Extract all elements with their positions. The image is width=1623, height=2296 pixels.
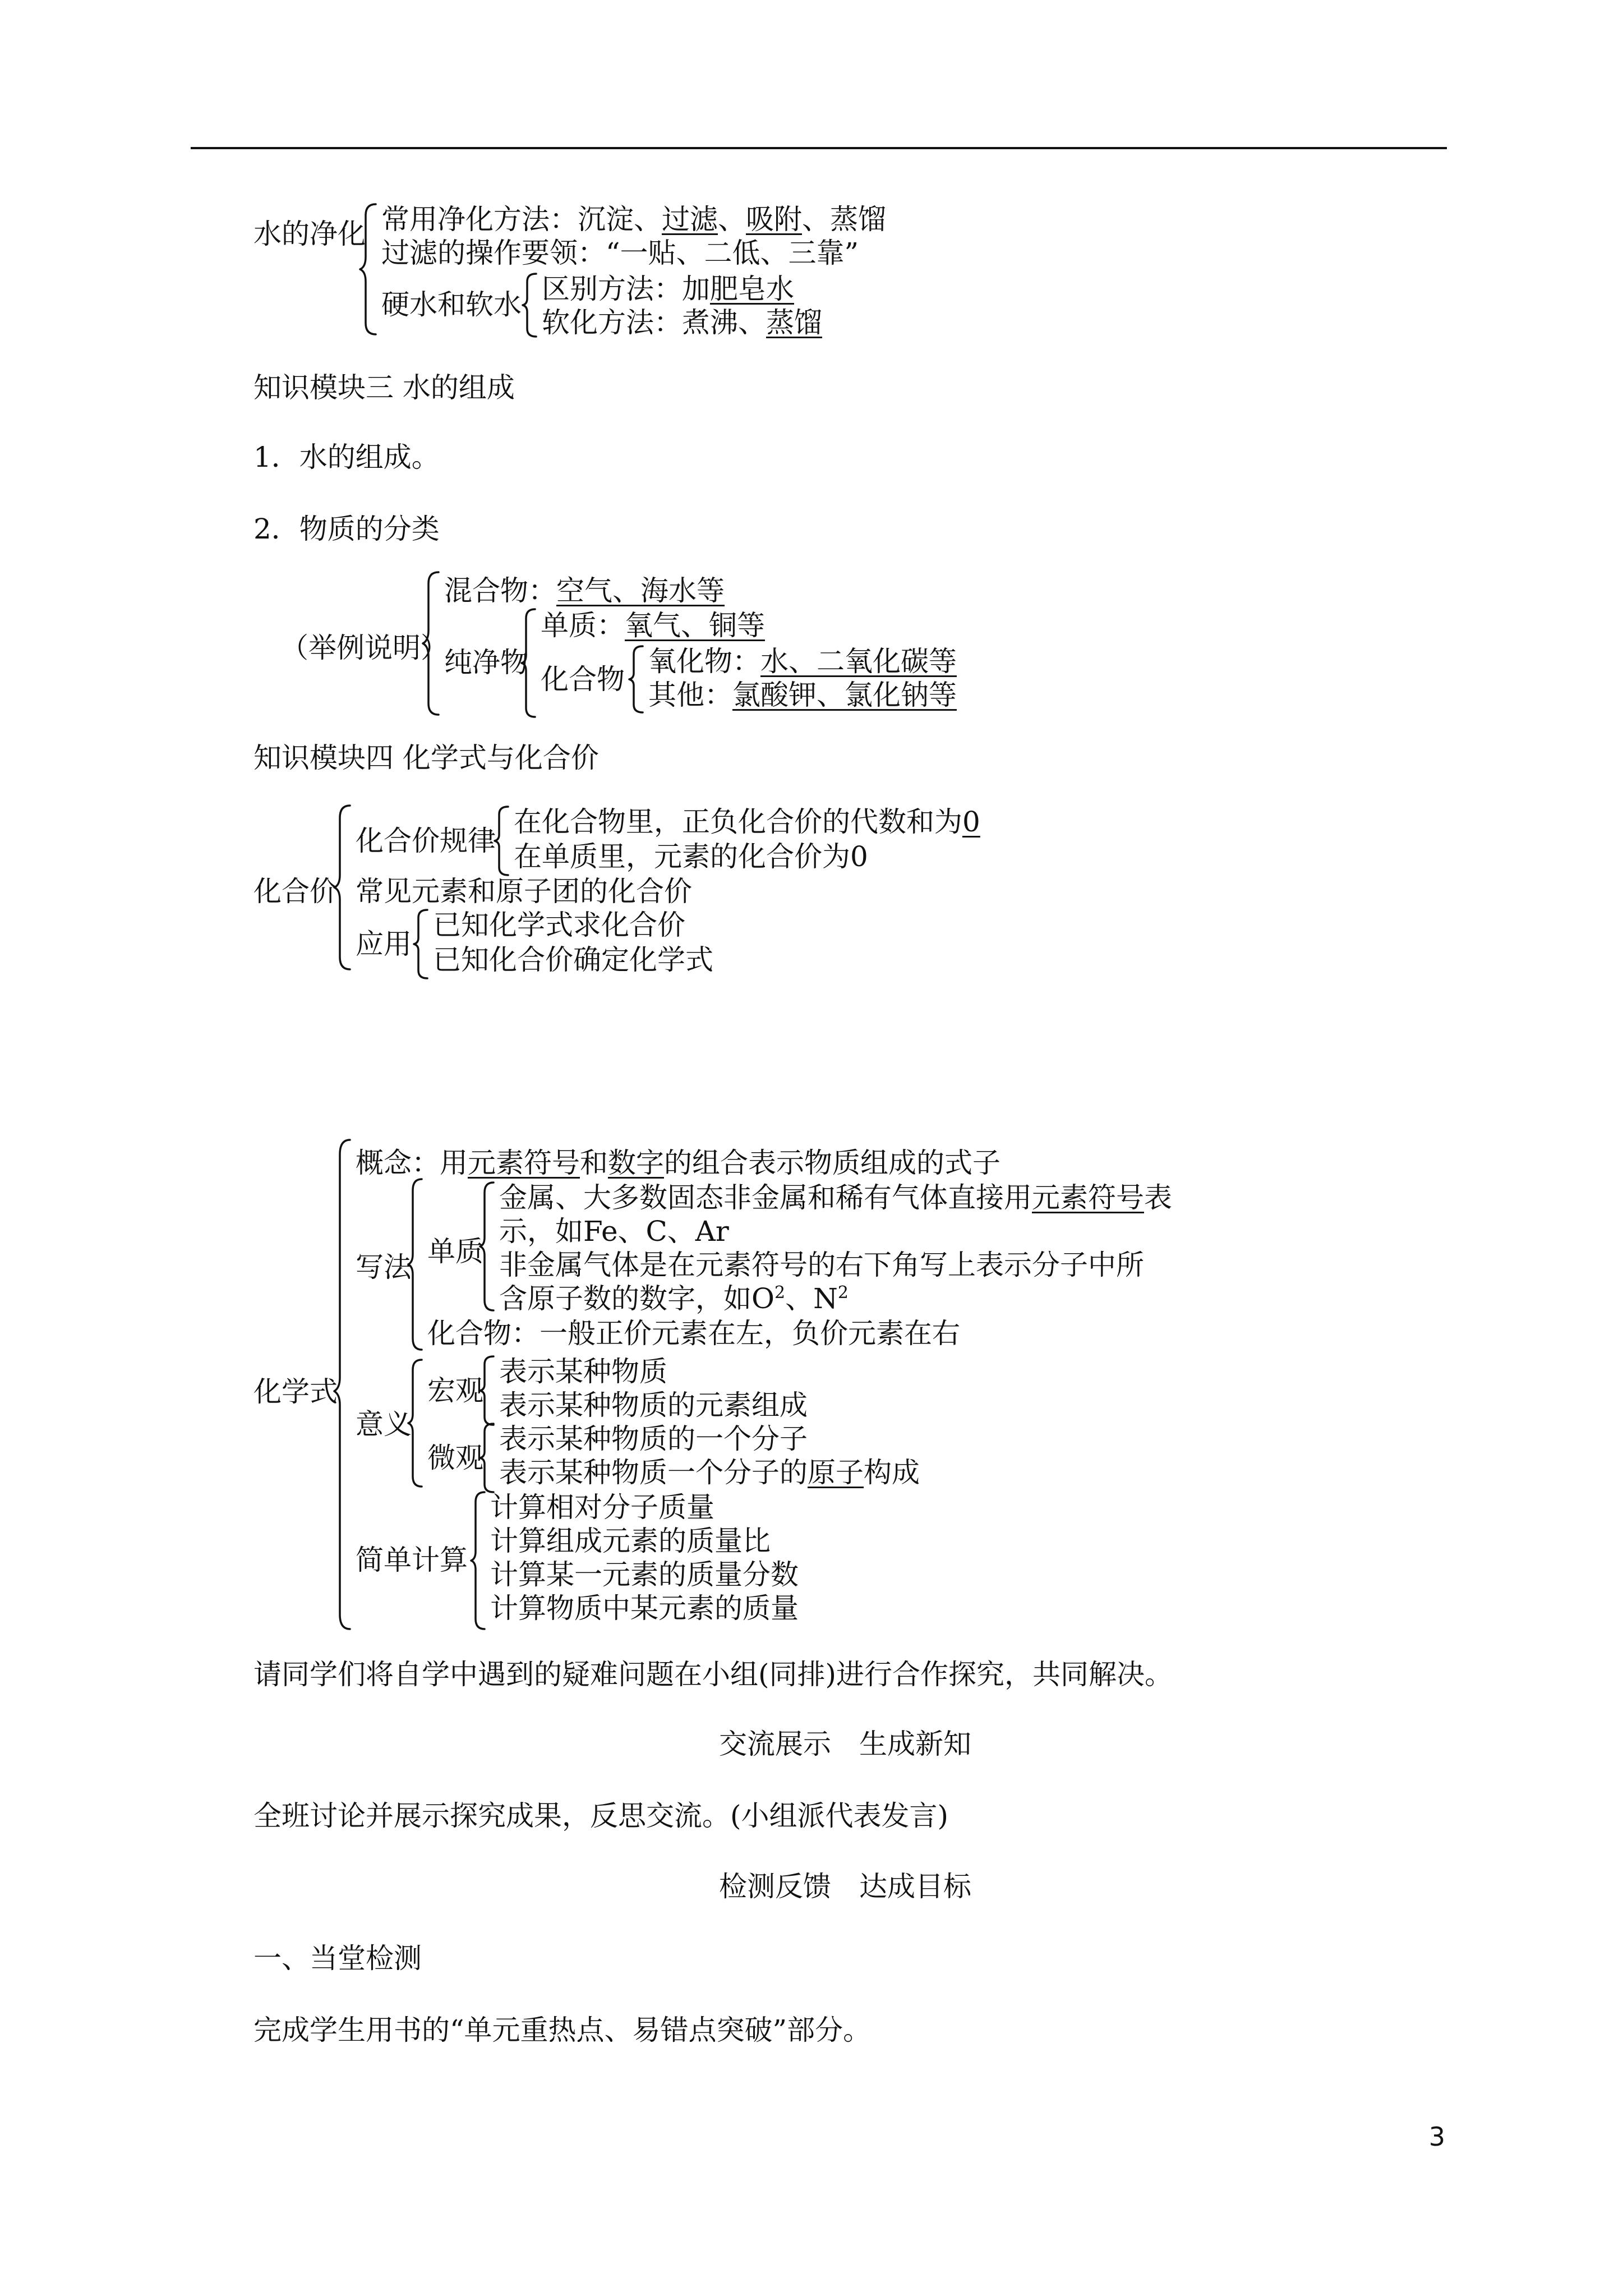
element-substance: 单质：氧气、铜等	[541, 609, 765, 642]
calc-line3: 计算某一元素的质量分数	[490, 1558, 799, 1591]
writing-brace	[407, 1177, 427, 1352]
calc-label: 简单计算	[356, 1544, 468, 1576]
calc-brace	[470, 1490, 490, 1631]
exchange-heading: 交流展示 生成新知	[719, 1728, 971, 1760]
other-compound: 其他：氯酸钾、氯化钠等	[648, 679, 957, 711]
valence-brace	[333, 803, 356, 972]
micro-brace	[479, 1421, 499, 1494]
element-write-line2: 示，如Fe、C、Ar	[499, 1215, 729, 1248]
oxide: 氧化物：水、二氧化碳等	[648, 645, 957, 678]
discuss-paragraph: 全班讨论并展示探究成果，反思交流。(小组派代表发言)	[253, 1800, 949, 1832]
calc-line4: 计算物质中某元素的质量	[490, 1592, 799, 1625]
valence-apply2: 已知化合价确定化学式	[433, 944, 713, 976]
pure-substance-brace	[520, 607, 541, 719]
valence-apply-label: 应用	[356, 928, 412, 960]
pure-substance-label: 纯净物	[444, 646, 528, 679]
classification-brace	[422, 570, 444, 717]
formula-concept: 概念：用元素符号和数字的组合表示物质组成的式子	[356, 1147, 1000, 1179]
element-write-brace	[479, 1180, 499, 1313]
formula-brace	[333, 1138, 356, 1631]
valence-rule2: 在单质里，元素的化合价为0	[514, 840, 868, 873]
valence-rule-label: 化合价规律	[356, 825, 496, 857]
macro-label: 宏观	[427, 1374, 483, 1407]
module4-heading: 知识模块四 化学式与化合价	[253, 742, 599, 774]
calc-line1: 计算相对分子质量	[490, 1491, 714, 1524]
macro-line1: 表示某种物质	[499, 1355, 667, 1388]
distinguish-method: 区别方法：加肥皂水	[542, 273, 794, 305]
macro-line2: 表示某种物质的元素组成	[499, 1389, 808, 1421]
element-write-line1: 金属、大多数固态非金属和稀有气体直接用元素符号表	[499, 1181, 1172, 1214]
micro-label: 微观	[427, 1442, 483, 1474]
formula-root: 化学式	[253, 1375, 338, 1408]
element-write-label: 单质	[427, 1235, 483, 1268]
valence-rule1: 在化合物里，正负化合价的代数和为0	[514, 806, 980, 838]
filter-rule: 过滤的操作要领：“一贴、二低、三靠”	[381, 237, 859, 269]
micro-line1: 表示某种物质的一个分子	[499, 1423, 808, 1455]
page-number: 3	[1428, 2122, 1445, 2152]
valence-rule-brace	[494, 804, 514, 877]
element-write-line4: 含原子数的数字，如$O^2$、$N^2$	[499, 1282, 849, 1315]
soften-method: 软化方法：煮沸、蒸馏	[542, 306, 822, 339]
valence-apply1: 已知化学式求化合价	[433, 909, 685, 941]
purification-brace	[359, 202, 381, 337]
classification-root: （举例说明）	[280, 632, 449, 664]
module3-item2: 2．物质的分类	[253, 513, 440, 545]
compound-label: 化合物	[541, 663, 625, 696]
valence-apply-brace	[413, 908, 433, 981]
meaning-brace	[407, 1358, 427, 1489]
macro-brace	[479, 1354, 499, 1427]
feedback-heading: 检测反馈 达成目标	[719, 1870, 971, 1903]
valence-common: 常见元素和原子团的化合价	[356, 875, 692, 908]
cooperate-paragraph: 请同学们将自学中遇到的疑难问题在小组(同排)进行合作探究，共同解决。	[253, 1658, 1173, 1691]
compound-brace	[628, 644, 648, 715]
valence-root: 化合价	[253, 875, 338, 908]
section-heading: 一、当堂检测	[253, 1942, 422, 1975]
module3-heading: 知识模块三 水的组成	[253, 371, 515, 404]
compound-write-line: 化合物：一般正价元素在左，负价元素在右	[427, 1317, 960, 1350]
header-rule	[191, 147, 1447, 149]
hard-soft-water: 硬水和软水	[381, 288, 522, 321]
writing-label: 写法	[356, 1251, 412, 1283]
meaning-label: 意义	[356, 1408, 412, 1441]
micro-line2: 表示某种物质一个分子的原子构成	[499, 1456, 920, 1489]
mixture: 混合物：空气、海水等	[444, 574, 725, 607]
calc-line2: 计算组成元素的质量比	[490, 1525, 771, 1557]
purification-root: 水的净化	[253, 218, 366, 250]
module3-item1: 1．水的组成。	[253, 441, 440, 473]
hard-soft-brace	[522, 272, 542, 339]
element-write-line3: 非金属气体是在元素符号的右下角写上表示分子中所	[499, 1249, 1144, 1281]
task-paragraph: 完成学生用书的“单元重热点、易错点突破”部分。	[253, 2014, 872, 2046]
purification-methods: 常用净化方法：沉淀、过滤、吸附、蒸馏	[381, 203, 886, 236]
